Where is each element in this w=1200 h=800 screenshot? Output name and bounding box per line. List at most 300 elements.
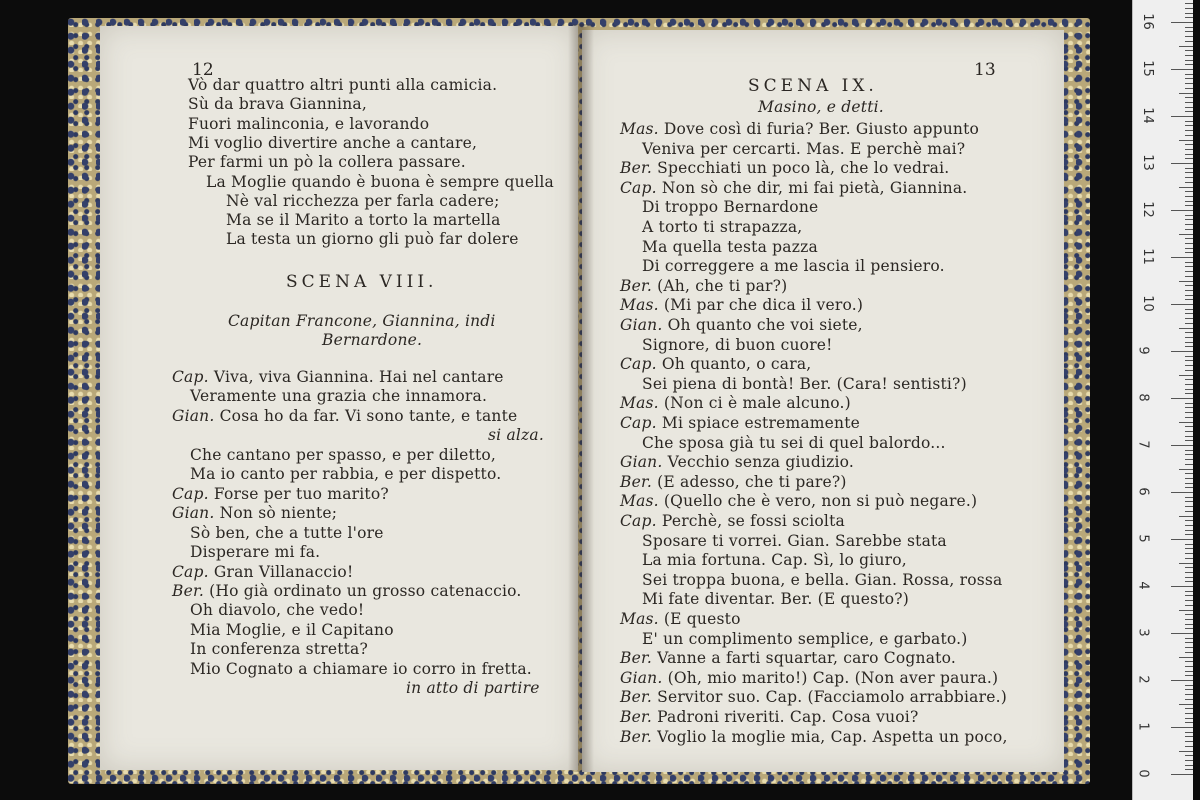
ruler-tick [1179,281,1193,282]
ruler-tick [1185,600,1193,601]
ruler-tick [1185,765,1193,766]
ruler-tick [1185,558,1193,559]
ruler-tick [1185,741,1193,742]
ruler-tick [1185,271,1193,272]
speaker-name: Mas. [620,120,664,138]
ruler-tick [1185,191,1193,192]
dialogue-line: E' un complimento semplice, e garbato.) [642,629,968,648]
line-text: Voglio la moglie mia, Cap. Aspetta un poco, [657,727,1008,746]
ruler-tick [1185,219,1193,220]
ruler-tick [1179,610,1193,611]
ruler-tick [1171,492,1193,493]
ruler-tick [1171,680,1193,681]
line-text: Non sò niente; [219,504,338,523]
dialogue-line: La mia fortuna. Cap. Sì, lo giuro, [642,551,907,570]
ruler-tick [1185,459,1193,460]
line-text: (Ho già ordinato un grosso catenaccio. [209,581,522,600]
dialogue-line: Disperare mi fa. [190,543,321,562]
ruler-tick [1185,591,1193,592]
page-number: 13 [974,60,996,80]
ruler-tick [1185,177,1193,178]
line-text: (E adesso, che ti pare?) [657,472,847,491]
ruler-tick [1185,17,1193,18]
line-text: (Mi par che dica il vero.) [663,296,864,315]
ruler-label: 6 [1135,487,1151,496]
ruler-tick [1185,323,1193,324]
ruler-tick [1185,36,1193,37]
speaker-name: Ber. [620,472,658,491]
ruler-tick [1185,172,1193,173]
ruler-label: 4 [1135,581,1151,590]
dialogue-line: Ma quella testa pazza [642,237,818,256]
ruler-tick [1179,751,1193,752]
ruler-tick [1185,685,1193,686]
left-page [100,26,578,770]
dialogue-line: In conferenza stretta? [190,640,369,659]
poem-line: Nè val ricchezza per farla cadere; [226,191,500,210]
ruler-tick [1185,74,1193,75]
ruler-tick [1171,304,1193,305]
ruler-tick [1185,111,1193,112]
dialogue-line: in atto di partire [406,679,540,698]
dialogue-line [620,473,847,491]
line-text: (Non ci è male alcuno.) [663,394,851,413]
ruler-label: 7 [1135,440,1151,449]
dialogue-line: si alza. [488,426,544,445]
dialogue-line [172,368,504,386]
dialogue-line: Sei troppa buona, e bella. Gian. Rossa, rossa [642,570,1003,589]
ruler-tick [1185,50,1193,51]
ruler-tick [1185,403,1193,404]
speaker-name: Cap. [620,178,662,197]
ruler-tick [1185,83,1193,84]
ruler-tick [1185,760,1193,761]
ruler-tick [1179,187,1193,188]
ruler-tick [1171,398,1193,399]
speaker-name: Ber. [620,688,658,707]
dialogue-line [620,492,977,510]
measurement-ruler [1132,0,1193,800]
line-text: Viva, viva Giannina. Hai nel cantare [213,368,504,386]
ruler-tick [1171,539,1193,540]
dialogue-line [620,688,1007,706]
dialogue-line: Mia Moglie, e il Capitano [190,620,394,639]
ruler-tick [1171,727,1193,728]
speaker-name: Ber. [620,708,658,726]
ruler-tick [1185,567,1193,568]
ruler-tick [1185,309,1193,310]
speaker-name: Cap. [172,368,214,386]
dialogue-line [620,512,845,530]
ruler-tick [1185,144,1193,145]
ruler-tick [1185,379,1193,380]
ruler-tick [1185,652,1193,653]
line-text: Oh quanto, o cara, [661,355,812,374]
speaker-name: Ber. [620,276,658,295]
ruler-tick [1185,295,1193,296]
ruler-tick [1171,586,1193,587]
line-text: Mi spiace estremamente [661,414,861,432]
ruler-label: 10 [1139,295,1155,312]
ruler-tick [1185,121,1193,122]
ruler-tick [1185,713,1193,714]
speaker-name: Gian. [620,316,668,334]
ruler-tick [1185,342,1193,343]
ruler-label: 5 [1135,534,1151,543]
speaker-name: Ber. [620,159,658,178]
dialogue-line [172,582,522,600]
ruler-tick [1185,624,1193,625]
ruler-tick [1179,469,1193,470]
ruler-label: 8 [1135,393,1151,402]
dialogue-line [620,355,811,373]
dialogue-line: Oh diavolo, che vedo! [190,601,365,620]
ruler-tick [1185,313,1193,314]
scene-heading: SCENA VIII. [286,272,438,292]
ruler-tick [1185,530,1193,531]
ruler-tick [1185,412,1193,413]
ruler-tick [1171,257,1193,258]
ruler-tick [1185,182,1193,183]
ruler-tick [1185,506,1193,507]
ruler-tick [1185,55,1193,56]
ruler-tick [1185,595,1193,596]
ruler-tick [1185,718,1193,719]
ruler-tick [1185,299,1193,300]
ruler-label: 3 [1135,628,1151,637]
ruler-tick [1179,657,1193,658]
ruler-tick [1185,31,1193,32]
ruler-label: 0 [1135,769,1151,778]
speaker-name: Cap. [172,484,214,503]
ruler-label: 2 [1135,675,1151,684]
dialogue-line [620,610,741,628]
ruler-tick [1179,234,1193,235]
dialogue-line [620,179,967,197]
ruler-tick [1185,426,1193,427]
dialogue-line [172,563,353,581]
ruler-tick [1185,60,1193,61]
dialogue-line: Che cantano per spasso, e per diletto, [190,445,497,464]
ruler-tick [1185,581,1193,582]
dialogue-line [620,159,949,177]
ruler-tick [1179,93,1193,94]
ruler-tick [1185,647,1193,648]
ruler-tick [1171,633,1193,634]
ruler-tick [1185,722,1193,723]
ruler-label: 9 [1135,346,1151,355]
ruler-tick [1185,389,1193,390]
ruler-tick [1185,548,1193,549]
ruler-tick [1185,614,1193,615]
ruler-tick [1185,553,1193,554]
ruler-tick [1185,332,1193,333]
ruler-tick [1185,97,1193,98]
ruler-tick [1185,736,1193,737]
ruler-tick [1185,440,1193,441]
poem-line: Ma se il Marito a torto la martella [226,211,501,230]
ruler-tick [1185,699,1193,700]
ruler-tick [1185,285,1193,286]
line-text: Gran Villanaccio! [213,562,354,581]
ruler-tick [1185,168,1193,169]
ruler-tick [1171,22,1193,23]
book-gutter [568,24,594,772]
ruler-tick [1185,196,1193,197]
ruler-tick [1185,534,1193,535]
dialogue-line [172,485,389,503]
ruler-tick [1179,140,1193,141]
speaker-name: Cap. [620,512,662,530]
scene-cast: Capitan Francone, Giannina, indi [228,312,496,330]
ruler-tick [1185,605,1193,606]
ruler-tick [1185,619,1193,620]
page-number: 12 [192,60,214,80]
ruler-tick [1185,3,1193,4]
line-text: Specchiati un poco là, che lo vedrai. [657,159,950,178]
line-text: (E questo [663,610,741,628]
ruler-tick [1185,224,1193,225]
speaker-name: Gian. [620,668,668,687]
dialogue-line: Che sposa già tu sei di quel balordo... [642,433,946,452]
dialogue-line: Sei piena di bontà! Ber. (Cara! sentisti?) [642,374,967,393]
ruler-tick [1185,572,1193,573]
speaker-name: Cap. [620,355,662,374]
ruler-tick [1185,544,1193,545]
ruler-tick [1185,215,1193,216]
dialogue-line [620,277,787,295]
ruler-tick [1185,732,1193,733]
ruler-tick [1185,201,1193,202]
ruler-tick [1185,694,1193,695]
poem-line: Vò dar quattro altri punti alla camicia. [188,76,498,94]
dialogue-line [172,407,517,425]
ruler-tick [1185,8,1193,9]
ruler-tick [1185,41,1193,42]
ruler-tick [1185,238,1193,239]
ruler-tick [1185,393,1193,394]
line-text: (Quello che è vero, non si può negare.) [663,492,978,511]
speaker-name: Mas. [620,296,664,315]
scene-heading: SCENA IX. [748,76,878,96]
ruler-tick [1171,116,1193,117]
line-text: Forse per tuo marito? [213,484,389,503]
ruler-tick [1185,135,1193,136]
ruler-tick [1185,708,1193,709]
ruler-tick [1171,163,1193,164]
ruler-tick [1185,473,1193,474]
poem-line: Sù da brava Giannina, [188,95,367,114]
ruler-tick [1185,520,1193,521]
ruler-tick [1185,337,1193,338]
ruler-tick [1179,375,1193,376]
speaker-name: Ber. [620,649,658,668]
ruler-tick [1185,158,1193,159]
dialogue-line: Di correggere a me lascia il pensiero. [642,257,945,276]
dialogue-line: Sposare ti vorrei. Gian. Sarebbe stata [642,531,947,550]
ruler-tick [1185,290,1193,291]
line-text: Oh quanto che voi siete, [667,316,863,334]
poem-line: Fuori malinconia, e lavorando [188,114,430,133]
dialogue-line [620,394,851,412]
ruler-tick [1185,483,1193,484]
ruler-tick [1185,769,1193,770]
ruler-tick [1185,464,1193,465]
dialogue-line [172,504,337,522]
ruler-tick [1185,64,1193,65]
speaker-name: Ber. [172,581,210,600]
ruler-tick [1179,704,1193,705]
line-text: Cosa ho da far. Vi sono tante, e tante [219,406,518,425]
ruler-tick [1185,628,1193,629]
speaker-name: Gian. [172,504,220,523]
ruler-tick [1185,755,1193,756]
line-text: Vecchio senza giudizio. [667,453,855,472]
scene-cast: Masino, e detti. [758,98,884,116]
poem-line: Per farmi un pò la collera passare. [188,153,466,172]
speaker-name: Cap. [620,414,662,432]
ruler-tick [1185,675,1193,676]
ruler-tick [1185,417,1193,418]
dialogue-line: Signore, di buon cuore! [642,335,833,354]
ruler-tick [1185,689,1193,690]
ruler-tick [1185,229,1193,230]
dialogue-line: Ma io canto per rabbia, e per dispetto. [190,465,502,484]
speaker-name: Mas. [620,610,664,628]
dialogue-line: A torto ti strapazza, [642,218,803,236]
ruler-tick [1179,563,1193,564]
ruler-tick [1179,46,1193,47]
ruler-tick [1171,774,1193,775]
line-text: Dove così di furia? Ber. Giusto appunto [663,120,980,138]
poem-line: Mi voglio divertire anche a cantare, [188,133,478,152]
ruler-tick [1185,501,1193,502]
dialogue-line: Di troppo Bernardone [642,198,819,217]
dialogue-line [620,316,863,334]
dialogue-line [620,120,979,138]
ruler-tick [1185,346,1193,347]
ruler-tick [1185,454,1193,455]
ruler-tick [1185,356,1193,357]
right-page [582,30,1064,772]
ruler-tick [1185,130,1193,131]
ruler-label: 14 [1139,107,1155,124]
poem-line: La Moglie quando è buona è sempre quella [206,172,554,191]
line-text: (Ah, che ti par?) [657,276,788,295]
ruler-tick [1171,445,1193,446]
ruler-tick [1185,252,1193,253]
ruler-tick [1185,154,1193,155]
ruler-tick [1171,210,1193,211]
line-text: (Oh, mio marito!) Cap. (Non aver paura.) [667,668,999,687]
dialogue-line [620,414,860,432]
dialogue-line: Mio Cognato a chiamare io corro in fretta. [190,659,532,678]
line-text: Perchè, se fossi sciolta [661,512,845,530]
ruler-tick [1185,384,1193,385]
ruler-tick [1171,69,1193,70]
ruler-tick [1185,746,1193,747]
ruler-tick [1185,365,1193,366]
ruler-tick [1185,27,1193,28]
dialogue-line: Veniva per cercarti. Mas. E perchè mai? [642,139,966,158]
ruler-tick [1185,436,1193,437]
ruler-tick [1185,243,1193,244]
ruler-label: 15 [1139,60,1155,77]
poem-line: La testa un giorno gli può far dolere [226,230,519,249]
speaker-name: Mas. [620,394,664,413]
ruler-tick [1185,511,1193,512]
ruler-tick [1185,248,1193,249]
ruler-label: 11 [1139,248,1155,265]
ruler-tick [1185,13,1193,14]
ruler-tick [1185,638,1193,639]
ruler-tick [1185,666,1193,667]
speaker-name: Gian. [172,406,220,425]
ruler-tick [1185,661,1193,662]
ruler-label: 12 [1139,201,1155,218]
dialogue-line [620,728,1008,746]
ruler-tick [1185,487,1193,488]
ruler-tick [1185,577,1193,578]
ruler-tick [1185,125,1193,126]
dialogue-line: Sò ben, che a tutte l'ore [190,523,384,542]
ruler-tick [1171,351,1193,352]
ruler-tick [1185,497,1193,498]
dialogue-line [620,649,956,667]
dialogue-line [620,708,918,726]
ruler-tick [1185,407,1193,408]
ruler-tick [1185,360,1193,361]
ruler-tick [1185,266,1193,267]
ruler-tick [1185,671,1193,672]
ruler-tick [1185,450,1193,451]
ruler-tick [1185,478,1193,479]
ruler-label: 1 [1135,722,1151,731]
ruler-tick [1185,431,1193,432]
dialogue-line: Mi fate diventar. Ber. (E questo?) [642,590,910,609]
ruler-label: 16 [1139,13,1155,30]
line-text: Padroni riveriti. Cap. Cosa vuoi? [657,708,919,726]
line-text: Vanne a farti squartar, caro Cognato. [657,649,956,668]
ruler-tick [1185,276,1193,277]
ruler-tick [1185,88,1193,89]
dialogue-line [620,453,854,471]
speaker-name: Mas. [620,492,664,511]
ruler-label: 13 [1139,154,1155,171]
speaker-name: Cap. [172,562,214,581]
ruler-tick [1179,328,1193,329]
speaker-name: Gian. [620,453,668,472]
ruler-tick [1185,370,1193,371]
dialogue-line [620,296,863,314]
ruler-tick [1185,107,1193,108]
dialogue-line [620,669,998,687]
scene-cast: Bernardone. [322,331,423,349]
ruler-tick [1179,422,1193,423]
line-text: Servitor suo. Cap. (Facciamolo arrabbiare.) [657,688,1007,707]
ruler-tick [1185,318,1193,319]
line-text: Non sò che dir, mi fai pietà, Giannina. [661,178,968,197]
ruler-tick [1185,149,1193,150]
ruler-tick [1185,262,1193,263]
ruler-tick [1185,642,1193,643]
ruler-tick [1179,516,1193,517]
dialogue-line: Veramente una grazia che innamora. [190,387,488,406]
ruler-tick [1185,205,1193,206]
ruler-tick [1185,78,1193,79]
speaker-name: Ber. [620,727,658,746]
ruler-tick [1185,525,1193,526]
